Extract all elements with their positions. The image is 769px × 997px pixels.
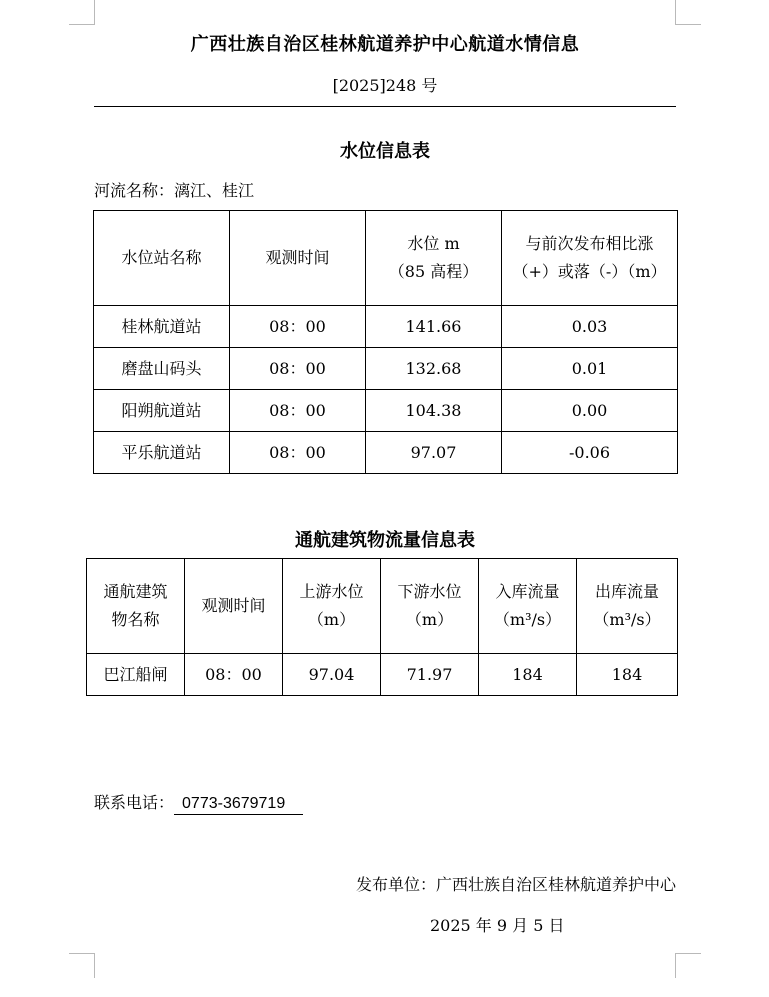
header-structure: 通航建筑 物名称	[87, 559, 185, 654]
level-cell: 97.07	[366, 432, 502, 474]
time-cell: 08：00	[230, 348, 366, 390]
change-cell: 0.01	[502, 348, 678, 390]
table-header-row	[87, 559, 678, 654]
time-cell: 08：00	[185, 654, 283, 696]
station-cell: 磨盘山码头	[94, 348, 230, 390]
header-change: 与前次发布相比涨 （+）或落（-）（m）	[502, 211, 678, 306]
station-cell: 桂林航道站	[94, 306, 230, 348]
level-cell: 132.68	[366, 348, 502, 390]
document-title: 广西壮族自治区桂林航道养护中心航道水情信息	[190, 34, 580, 55]
change-cell: 0.03	[502, 306, 678, 348]
downstream-level-cell: 71.97	[381, 654, 479, 696]
change-cell: 0.00	[502, 390, 678, 432]
header-upstream-level: 上游水位 （m）	[283, 559, 381, 654]
issuing-unit: 发布单位：广西壮族自治区桂林航道养护中心	[355, 875, 676, 894]
structure-cell: 巴江船闸	[87, 654, 185, 696]
time-cell: 08：00	[230, 390, 366, 432]
crop-mark-bottom-right	[675, 953, 701, 978]
crop-mark-bottom-left	[69, 953, 95, 978]
water-level-table	[93, 210, 678, 474]
header-time: 观测时间	[185, 559, 283, 654]
time-cell: 08：00	[230, 432, 366, 474]
header-time: 观测时间	[230, 211, 366, 306]
outflow-cell: 184	[577, 654, 678, 696]
table-row	[94, 390, 678, 432]
document-number: [2025]248 号	[332, 76, 438, 95]
station-cell: 平乐航道站	[94, 432, 230, 474]
contact-line	[94, 790, 303, 815]
level-cell: 141.66	[366, 306, 502, 348]
table-row	[94, 432, 678, 474]
river-name: 河流名称：漓江、桂江	[94, 181, 255, 200]
header-inflow: 入库流量 （m³/s）	[479, 559, 577, 654]
station-cell: 阳朔航道站	[94, 390, 230, 432]
header-outflow: 出库流量 （m³/s）	[577, 559, 678, 654]
flow-table-title: 通航建筑物流量信息表	[295, 530, 475, 551]
change-cell: -0.06	[502, 432, 678, 474]
inflow-cell: 184	[479, 654, 577, 696]
contact-phone: 0773-3679719	[174, 794, 303, 815]
table-row	[87, 654, 678, 696]
water-level-table-title: 水位信息表	[340, 141, 430, 162]
table-row	[94, 306, 678, 348]
flow-table	[86, 558, 678, 696]
header-downstream-level: 下游水位 （m）	[381, 559, 479, 654]
issue-date: 2025 年 9 月 5 日	[430, 916, 565, 935]
crop-mark-top-right	[675, 0, 701, 25]
table-row	[94, 348, 678, 390]
upstream-level-cell: 97.04	[283, 654, 381, 696]
level-cell: 104.38	[366, 390, 502, 432]
title-divider	[94, 106, 676, 107]
crop-mark-top-left	[69, 0, 95, 25]
time-cell: 08：00	[230, 306, 366, 348]
contact-label: 联系电话：	[94, 793, 175, 812]
table-header-row	[94, 211, 678, 306]
header-station: 水位站名称	[94, 211, 230, 306]
header-level: 水位 m （85 高程）	[366, 211, 502, 306]
